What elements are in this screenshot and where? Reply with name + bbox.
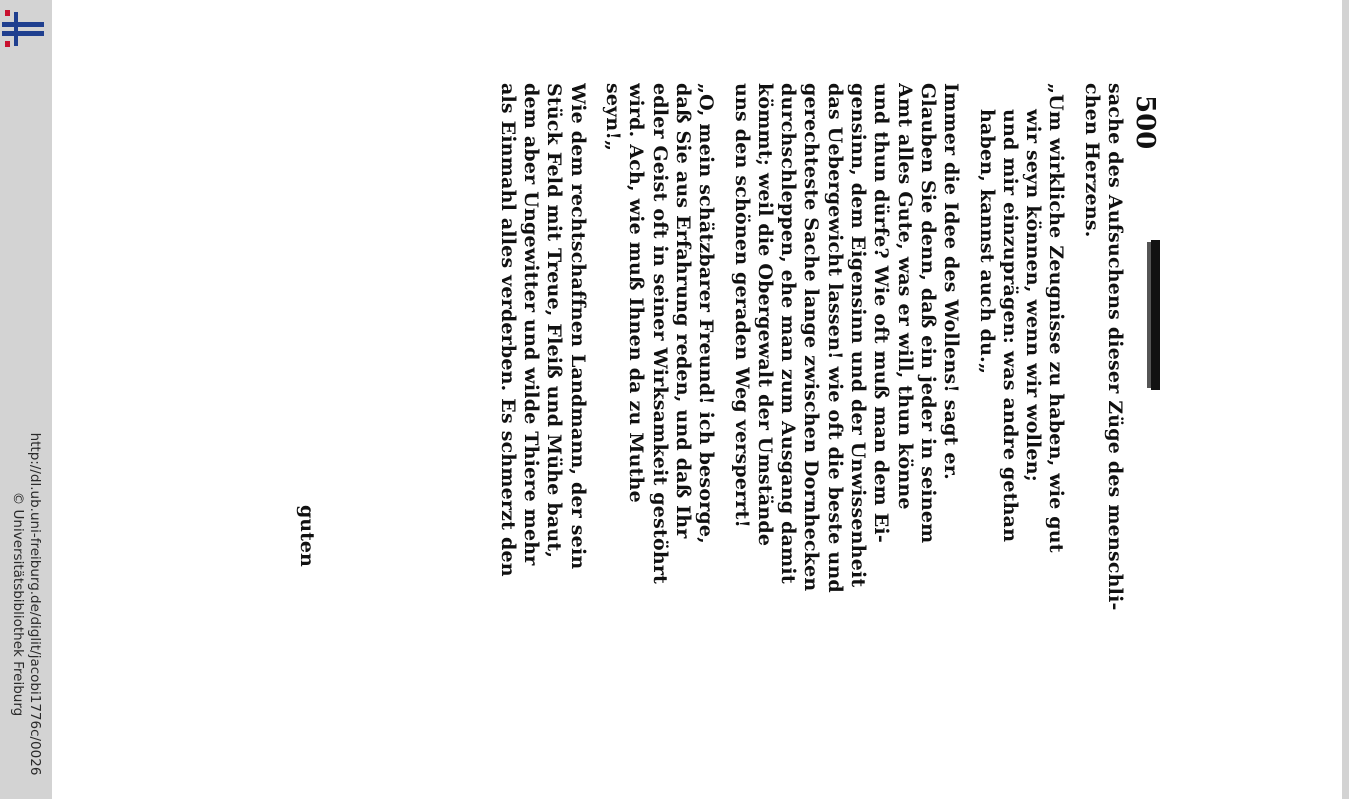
paragraph-2: „Um wirkliche Zeugnisse zu haben, wie gut wir seyn können, wenn wir wollen; und mir einzuprägen: was andre gethan haben, kannst auch du.„ bbox=[975, 83, 1068, 553]
paragraph-3: Immer die Idee des Wollens! sagt er. Glauben Sie denn, daß ein jeder in seinem Amt alles Gute, was er will, thun könne und thun dürfe? Wie oft muß man dem Ei- gensinn, dem Eigensinn und der Unwissenheit das Uebergewicht lassen! wie oft die beste und gerechteste Sache lange zwischen Dornhecken durchschleppen, ehe man zum Ausgang damit kömmt; weil die Obergewalt der Umstände uns den schönen geraden Weg versperrt! bbox=[730, 83, 963, 593]
paragraph-1: sache des Aufsuchens dieser Züge des menschli- chen Herzens. bbox=[1080, 83, 1126, 611]
header-rule bbox=[1151, 240, 1160, 390]
sidebar bbox=[0, 0, 52, 799]
scanned-page bbox=[258, 65, 1178, 725]
page-number: 500 bbox=[1130, 95, 1160, 150]
copyright-text: © Universitätsbibliothek Freiburg bbox=[10, 491, 26, 717]
sidebar-caption bbox=[9, 433, 43, 776]
text-block bbox=[484, 83, 1126, 723]
page-content bbox=[258, 65, 1178, 725]
paragraph-5: Wie dem rechtschaffnen Landmann, der sein Stück Feld mit Treue, Fleiß und Mühe baut, dem aber Ungewitter und wilde Thiere mehr als Einmahl alles verderben. Es schmerzt den bbox=[496, 83, 589, 577]
catchword: guten bbox=[296, 505, 318, 567]
source-url[interactable]: http://dl.ub.uni-freiburg.de/diglit/jacobi1776c/0026 bbox=[27, 432, 43, 776]
library-logo-icon bbox=[2, 8, 44, 50]
right-border bbox=[1342, 0, 1349, 799]
paragraph-4: „O, mein schätzbarer Freund! ich besorge, daß Sie aus Erfahrung reden, und daß Ihr edler Geist oft in seiner Wirksamkeit gestöhrt wird. Ach, wie muß Ihnen da zu Muthe seyn!„ bbox=[602, 83, 718, 585]
